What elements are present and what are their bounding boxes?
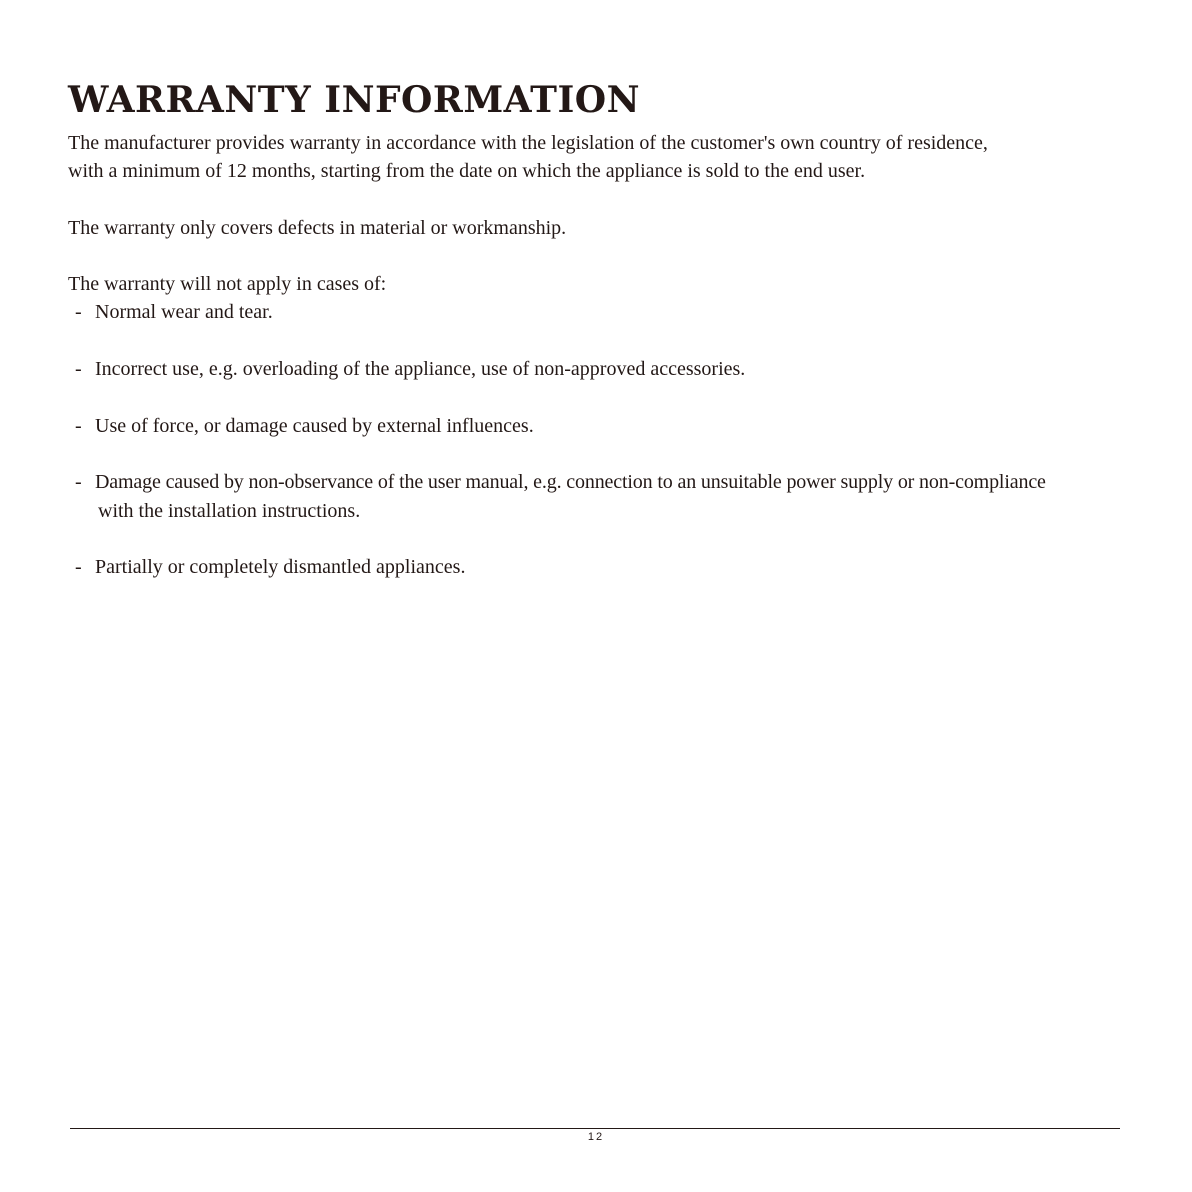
exclusion-text: Damage caused by non-observance of the user manual, e.g. connection to an unsuitable power supply or non-compliance [95,471,1046,493]
exclusion-text: Partially or completely dismantled appliances. [95,556,466,578]
exclusion-text-continuation: with the installation instructions. [98,500,361,522]
bullet-dash: - [75,471,82,493]
exclusion-text: Incorrect use, e.g. overloading of the appliance, use of non-approved accessories. [95,358,746,380]
footer-divider [70,1128,1120,1129]
bullet-dash: - [75,556,82,578]
intro-line-2: with a minimum of 12 months, starting from the date on which the appliance is sold to the end user. [68,160,866,182]
page-title: WARRANTY INFORMATION [68,79,641,121]
bullet-dash: - [75,301,82,323]
coverage-statement: The warranty only covers defects in material or workmanship. [68,217,567,239]
bullet-dash: - [75,358,82,380]
intro-line-1: The manufacturer provides warranty in accordance with the legislation of the customer's own country of residence, [68,132,988,154]
page-number: 12 [587,1131,605,1143]
exclusion-text: Normal wear and tear. [95,301,273,323]
exclusions-heading: The warranty will not apply in cases of: [68,273,387,295]
exclusion-text: Use of force, or damage caused by external influences. [95,415,534,437]
bullet-dash: - [75,415,82,437]
